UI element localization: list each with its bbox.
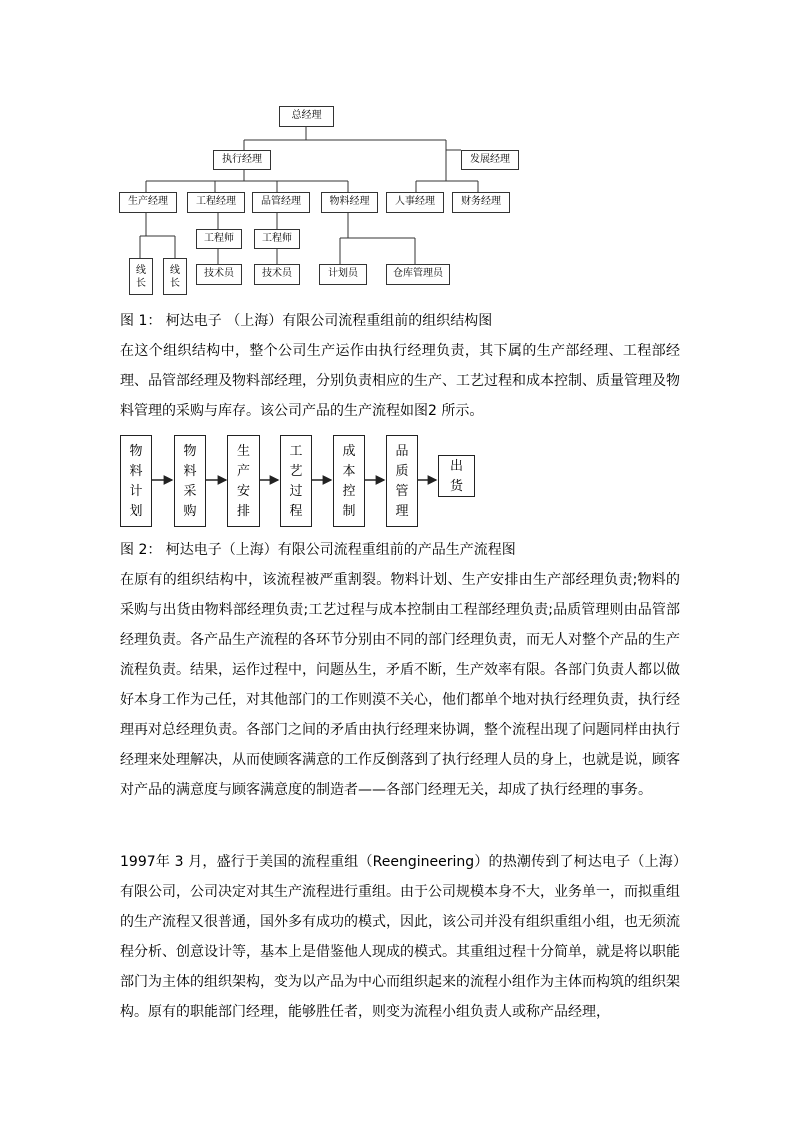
- flow-step-label: 物料采购: [183, 444, 197, 519]
- org-node-planner: 计划员: [319, 264, 367, 285]
- flow-step-label: 生产安排: [236, 444, 250, 519]
- paragraph-2: 在原有的组织结构中，该流程被严重割裂。物料计划、生产安排由生产部经理负责;物料的采购与出货由物料部经理负责;工艺过程与成本控制由工程部经理负责;品质管理则由品管部经理负责。各产品生产流程的各环节分别由不同的部门经理负责，而无人对整个产品的生产流程负责。结果，运作过程中，问题丛生，矛盾不断，生产效率有限。各部门负责人都以做好本身工作为己任，对其他部门的工作则漠不关心，他们都单个地对执行经理负责，执行经理再对总经理负责。各部门之间的矛盾由执行经理来协调，整个流程出现了问题同样由执行经理来处理解决，从而使顾客满意的工作反倒落到了执行经理人员的身上，也就是说，顾客对产品的满意度与顾客满意度的制造者——各部门经理无关，却成了执行经理的事务。: [120, 572, 680, 798]
- org-node-executive-manager: 执行经理: [213, 150, 271, 170]
- flow-step-label: 物料计划: [129, 444, 143, 519]
- org-node-hr-manager: 人事经理: [386, 192, 444, 213]
- org-chart-connectors: [0, 0, 794, 300]
- paragraph-1: 在这个组织结构中，整个公司生产运作由执行经理负责，其下属的生产部经理、工程部经理、品管部经理及物料部经理，分别负责相应的生产、工艺过程和成本控制、质量管理及物料管理的采购与库存。该公司产品的生产流程如图2 所示。: [120, 343, 680, 419]
- figure-1-caption: 图 1： 柯达电子 （上海）有限公司流程重组前的组织结构图: [120, 313, 493, 329]
- figure-2-caption: 图 2： 柯达电子（上海）有限公司流程重组前的产品生产流程图: [120, 542, 516, 558]
- org-node-technician: 技术员: [196, 264, 242, 285]
- flow-step-production-scheduling: [227, 435, 260, 527]
- flow-step-quality-management: [386, 435, 418, 527]
- org-node-qc-manager: 品管经理: [252, 192, 310, 213]
- flow-step-label: 品质管理: [395, 444, 409, 519]
- org-node-line-leader: [129, 258, 153, 295]
- org-node-general-manager: 总经理: [279, 106, 334, 127]
- line-leader-label: 线长: [136, 265, 146, 289]
- org-node-technician: 技术员: [254, 264, 300, 285]
- paragraph-3: 1997年 3 月，盛行于美国的流程重组（Reengineering）的热潮传到了柯达电子（上海）有限公司，公司决定对其生产流程进行重组。由于公司规模本身不大，业务单一，而拟重组的生产流程又很普通，国外多有成功的模式，因此，该公司并没有组织重组小组，也无须流程分析、创意设计等，基本上是借鉴他人现成的模式。其重组过程十分简单，就是将以职能部门为主体的组织架构，变为以产品为中心而组织起来的流程小组作为主体而构筑的组织架构。原有的职能部门经理，能够胜任者，则变为流程小组负责人或称产品经理，: [120, 854, 680, 1020]
- org-node-engineer: 工程师: [196, 229, 242, 249]
- flow-step-material-planning: [120, 435, 152, 527]
- org-node-finance-manager: 财务经理: [452, 192, 510, 213]
- org-node-material-manager: 物料经理: [321, 192, 378, 213]
- flow-step-label: 工艺过程: [289, 444, 303, 519]
- flow-step-process: [280, 435, 312, 527]
- flow-step-label: 出货: [449, 459, 463, 494]
- flow-chart: [0, 430, 794, 530]
- org-node-engineer: 工程师: [254, 229, 300, 249]
- line-leader-label: 线长: [170, 265, 180, 289]
- org-chart: [0, 0, 794, 300]
- flow-step-shipping: [438, 455, 475, 497]
- org-node-warehouse-keeper: 仓库管理员: [386, 264, 450, 285]
- org-node-production-manager: 生产经理: [119, 192, 177, 213]
- flow-step-cost-control: [333, 435, 365, 527]
- org-node-line-leader: [163, 258, 187, 295]
- flow-step-label: 成本控制: [342, 444, 356, 519]
- org-node-engineering-manager: 工程经理: [187, 192, 245, 213]
- org-node-development-manager: 发展经理: [461, 150, 519, 170]
- flow-step-material-purchase: [174, 435, 206, 527]
